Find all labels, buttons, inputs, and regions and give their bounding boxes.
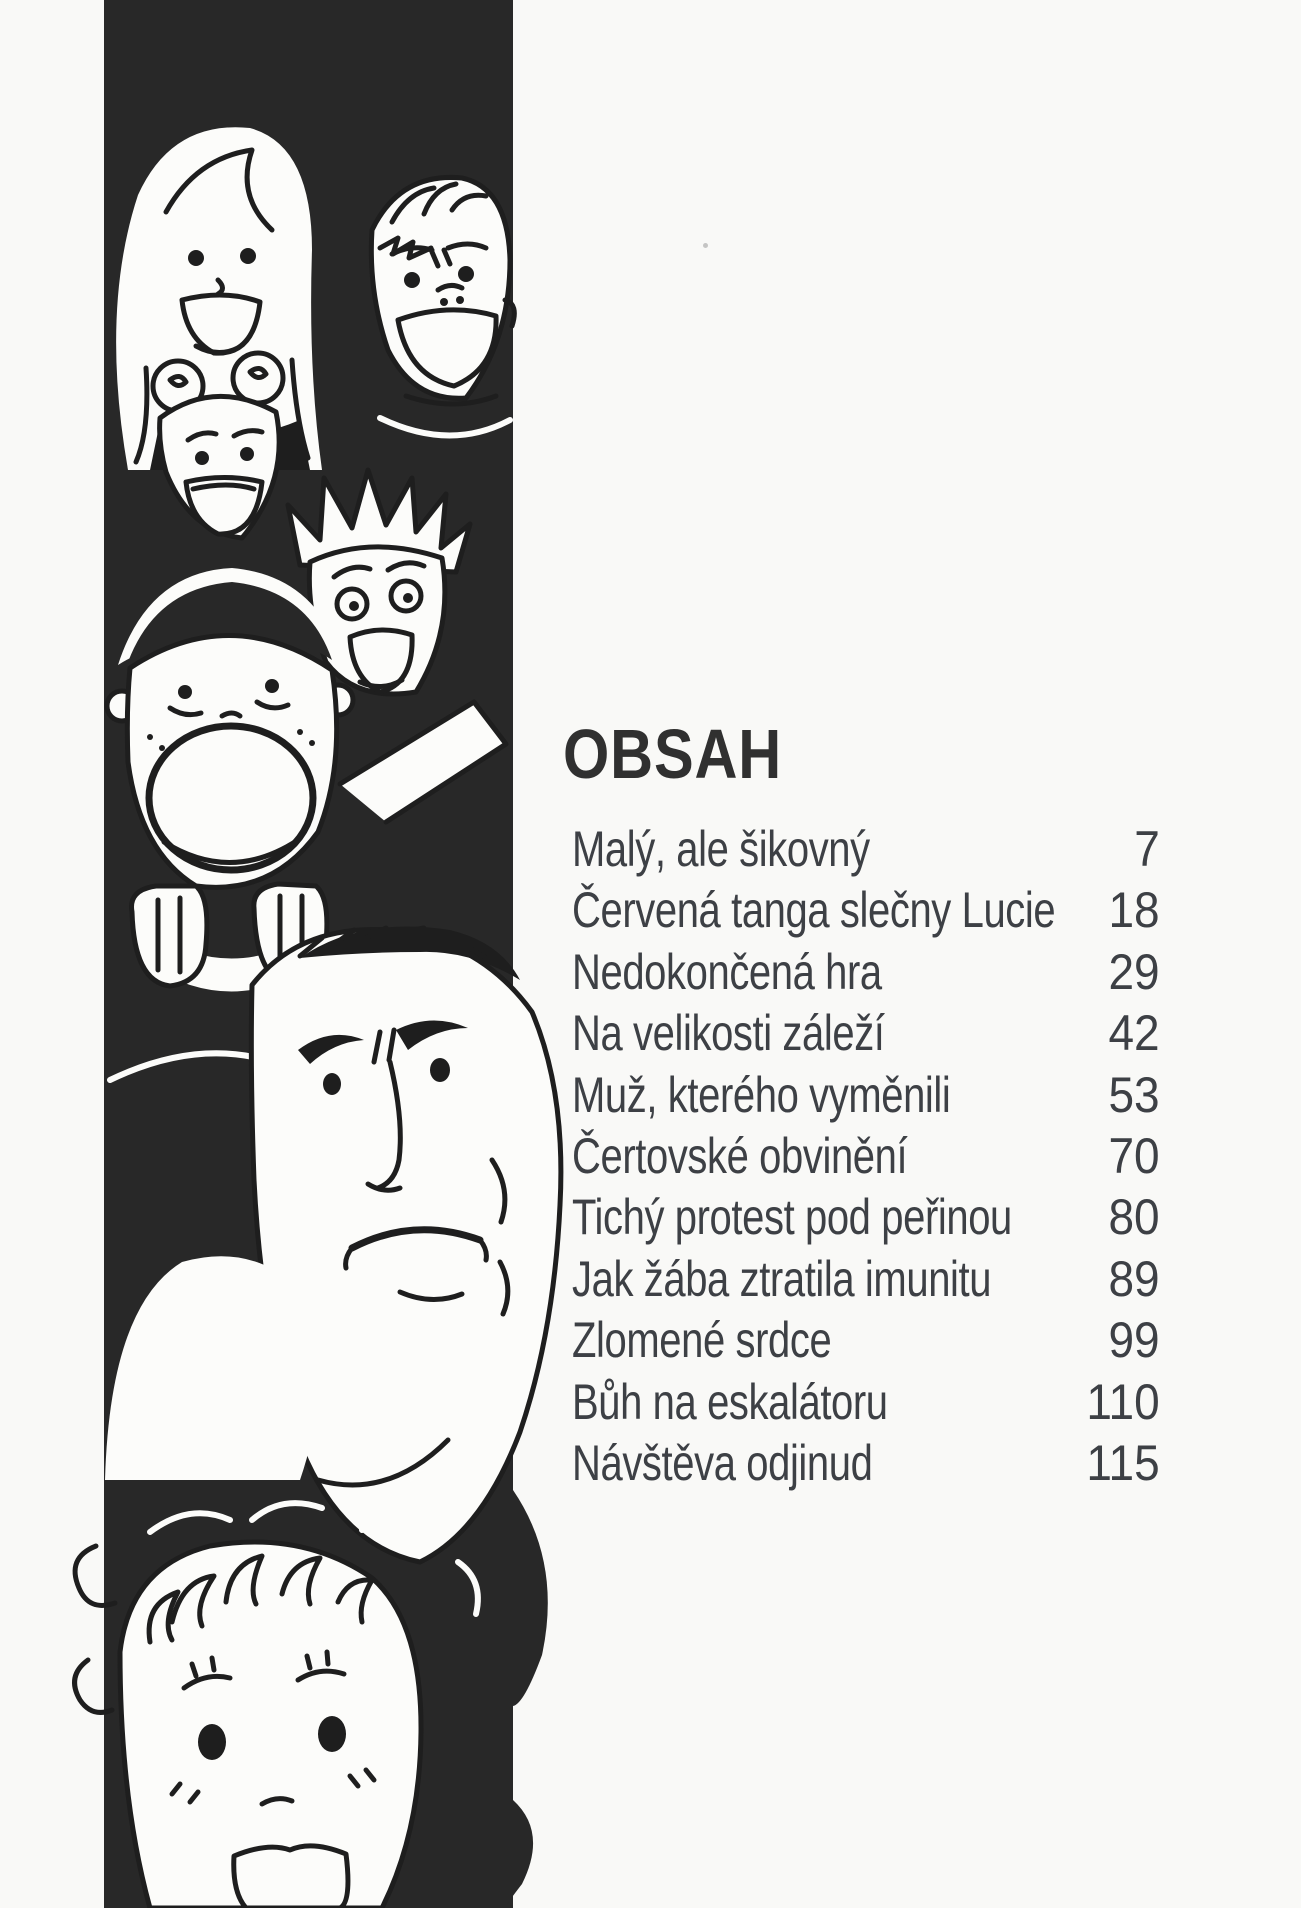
chapter-title: Jak žába ztratila imunitu [572,1250,992,1307]
chapter-page-number: 89 [1108,1250,1160,1307]
chapter-page-number: 99 [1108,1312,1160,1369]
toc-entry [572,881,1160,942]
chapter-title: Bůh na eskalátoru [572,1373,888,1430]
toc-entry [572,1127,1160,1188]
chapter-title: Muž, kterého vyměnili [572,1066,951,1123]
chapter-title: Čertovské obvinění [572,1127,908,1184]
chapter-title: Návštěva odjinud [572,1434,873,1491]
chapter-title: Tichý protest pod peřinou [572,1189,1012,1246]
chapter-page-number: 7 [1134,821,1160,877]
print-speck [703,243,708,248]
toc-entry [572,1188,1160,1249]
chapter-title: Zlomené srdce [572,1312,832,1369]
toc-entry [572,1066,1160,1127]
chapter-page-number: 29 [1108,943,1160,1000]
chapter-title: Nedokončená hra [572,943,882,1000]
chapter-page-number: 42 [1108,1005,1160,1062]
toc-entry [572,1373,1160,1434]
toc-entry [572,1004,1160,1065]
chapter-page-number: 53 [1108,1066,1160,1123]
chapter-page-number: 110 [1086,1373,1160,1430]
chapter-page-number: 115 [1086,1434,1160,1491]
page-title: OBSAH [563,714,783,793]
toc-list [572,820,1160,1495]
chapter-page-number: 80 [1108,1189,1160,1246]
chapter-page-number: 18 [1108,882,1160,939]
toc-entry [572,1311,1160,1372]
chapter-title: Červená tanga slečny Lucie [572,882,1056,939]
chapter-title: Na velikosti záleží [572,1005,885,1062]
chapter-title: Malý, ale šikovný [572,821,870,877]
chapter-page-number: 70 [1108,1127,1160,1184]
toc-entry [572,1250,1160,1311]
toc-entry [572,943,1160,1004]
toc-entry [572,820,1160,881]
toc-entry [572,1434,1160,1495]
